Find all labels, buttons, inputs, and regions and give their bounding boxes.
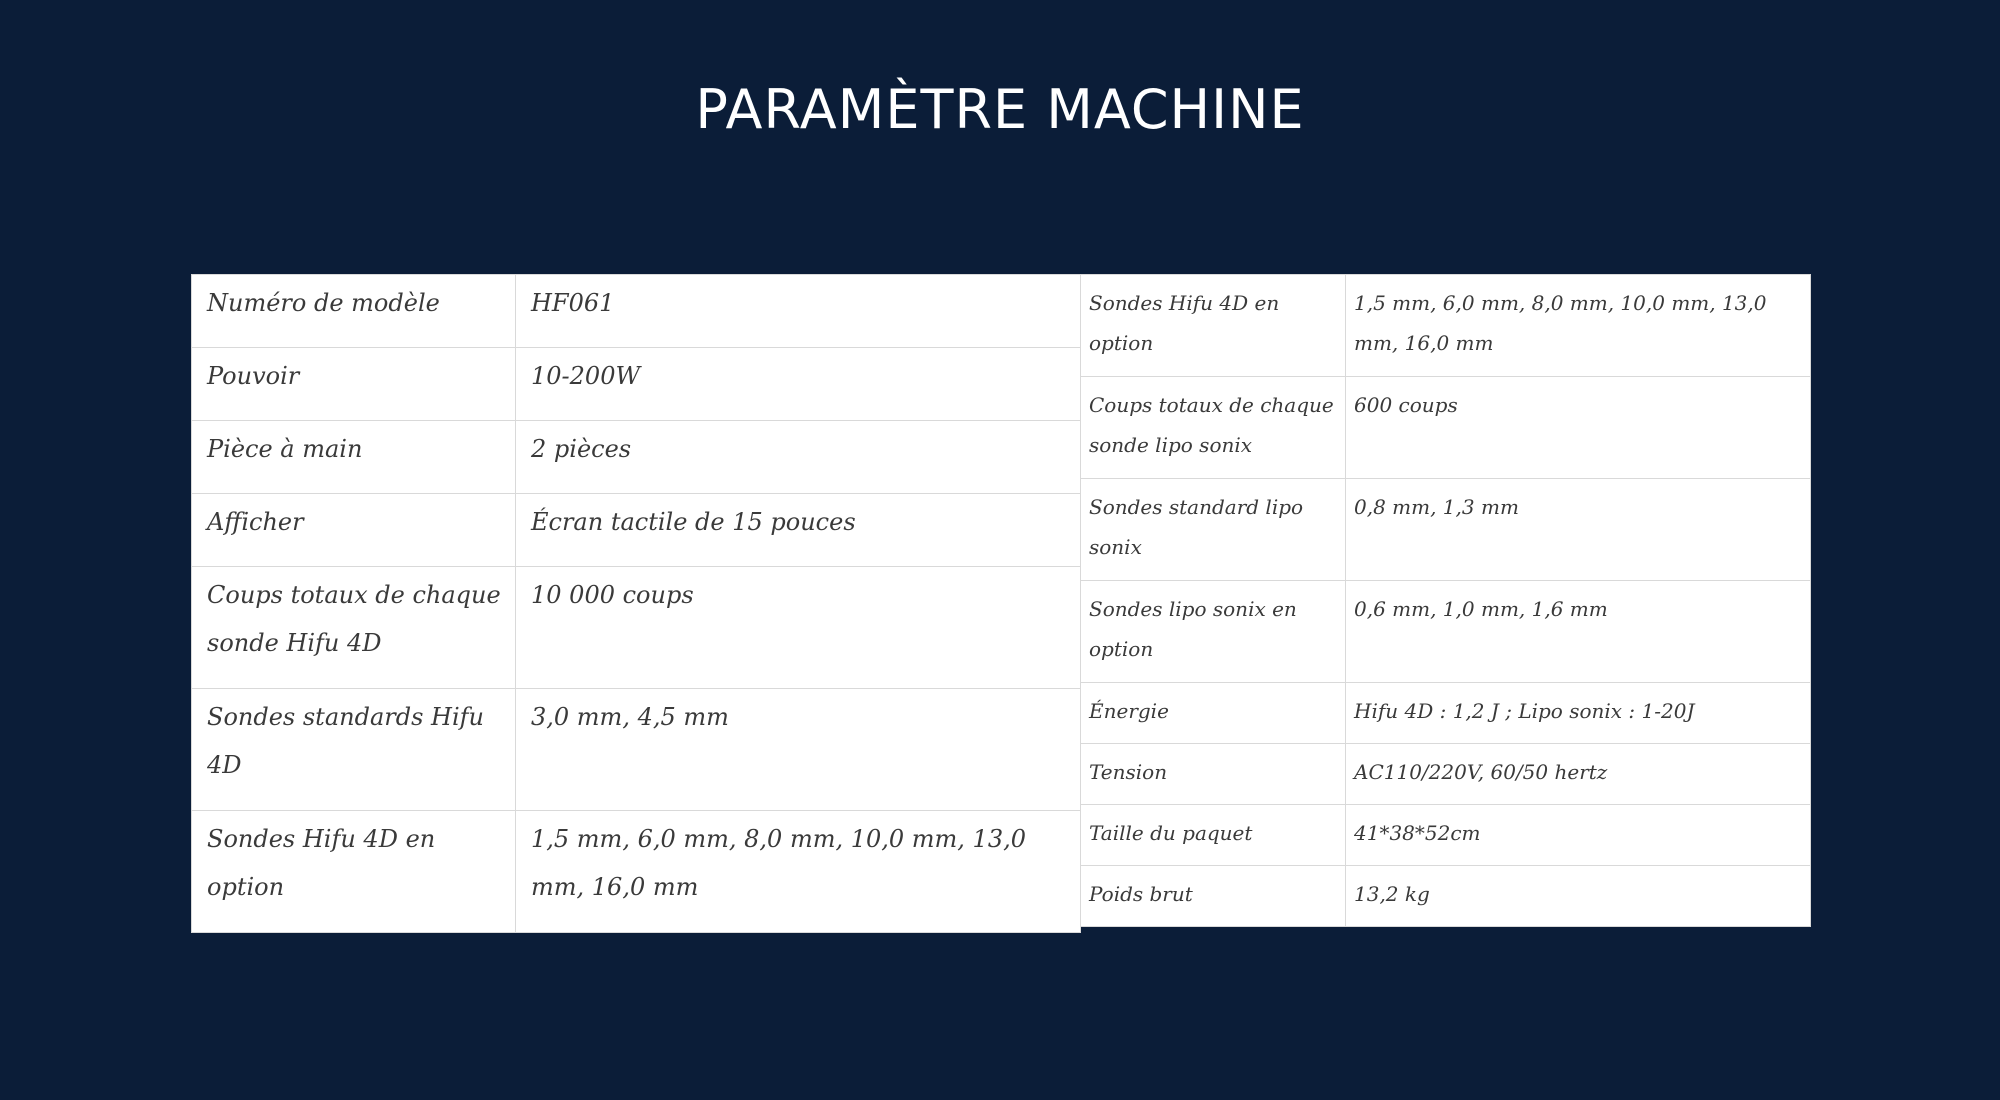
- table-row: [192, 689, 1081, 811]
- spec-value: Écran tactile de 15 pouces: [516, 494, 1081, 567]
- table-row: [192, 811, 1081, 933]
- spec-label: Coups totaux de chaque sonde lipo sonix: [1081, 377, 1346, 479]
- spec-label: Coups totaux de chaque sonde Hifu 4D: [192, 567, 516, 689]
- spec-value: 600 coups: [1346, 377, 1811, 479]
- spec-label: Pièce à main: [192, 421, 516, 494]
- page-title: PARAMÈTRE MACHINE: [695, 78, 1305, 141]
- table-row: [1081, 805, 1811, 866]
- spec-table-left: [191, 274, 1081, 933]
- spec-value: 1,5 mm, 6,0 mm, 8,0 mm, 10,0 mm, 13,0 mm, 16,0 mm: [1346, 275, 1811, 377]
- spec-value: 1,5 mm, 6,0 mm, 8,0 mm, 10,0 mm, 13,0 mm, 16,0 mm: [516, 811, 1081, 933]
- spec-value: 10-200W: [516, 348, 1081, 421]
- table-row: [192, 494, 1081, 567]
- table-row: [1081, 479, 1811, 581]
- spec-value: HF061: [516, 275, 1081, 348]
- table-row: [192, 421, 1081, 494]
- spec-label: Sondes standard lipo sonix: [1081, 479, 1346, 581]
- spec-value: 0,8 mm, 1,3 mm: [1346, 479, 1811, 581]
- spec-value: 2 pièces: [516, 421, 1081, 494]
- spec-label: Afficher: [192, 494, 516, 567]
- spec-value: Hifu 4D : 1,2 J ; Lipo sonix : 1-20J: [1346, 683, 1811, 744]
- spec-label: Tension: [1081, 744, 1346, 805]
- spec-label: Poids brut: [1081, 866, 1346, 927]
- spec-label: Sondes Hifu 4D en option: [192, 811, 516, 933]
- spec-label: Pouvoir: [192, 348, 516, 421]
- table-row: [192, 275, 1081, 348]
- spec-label: Sondes lipo sonix en option: [1081, 581, 1346, 683]
- spec-value: 10 000 coups: [516, 567, 1081, 689]
- table-row: [1081, 581, 1811, 683]
- spec-label: Taille du paquet: [1081, 805, 1346, 866]
- table-row: [1081, 866, 1811, 927]
- table-row: [192, 567, 1081, 689]
- spec-label: Sondes Hifu 4D en option: [1081, 275, 1346, 377]
- spec-value: 0,6 mm, 1,0 mm, 1,6 mm: [1346, 581, 1811, 683]
- spec-label: Sondes standards Hifu 4D: [192, 689, 516, 811]
- table-row: [1081, 377, 1811, 479]
- spec-label: Énergie: [1081, 683, 1346, 744]
- spec-value: 3,0 mm, 4,5 mm: [516, 689, 1081, 811]
- table-row: [192, 348, 1081, 421]
- spec-value: AC110/220V, 60/50 hertz: [1346, 744, 1811, 805]
- table-row: [1081, 744, 1811, 805]
- spec-table-right: [1080, 274, 1811, 927]
- table-row: [1081, 683, 1811, 744]
- spec-value: 41*38*52cm: [1346, 805, 1811, 866]
- table-row: [1081, 275, 1811, 377]
- spec-label: Numéro de modèle: [192, 275, 516, 348]
- spec-value: 13,2 kg: [1346, 866, 1811, 927]
